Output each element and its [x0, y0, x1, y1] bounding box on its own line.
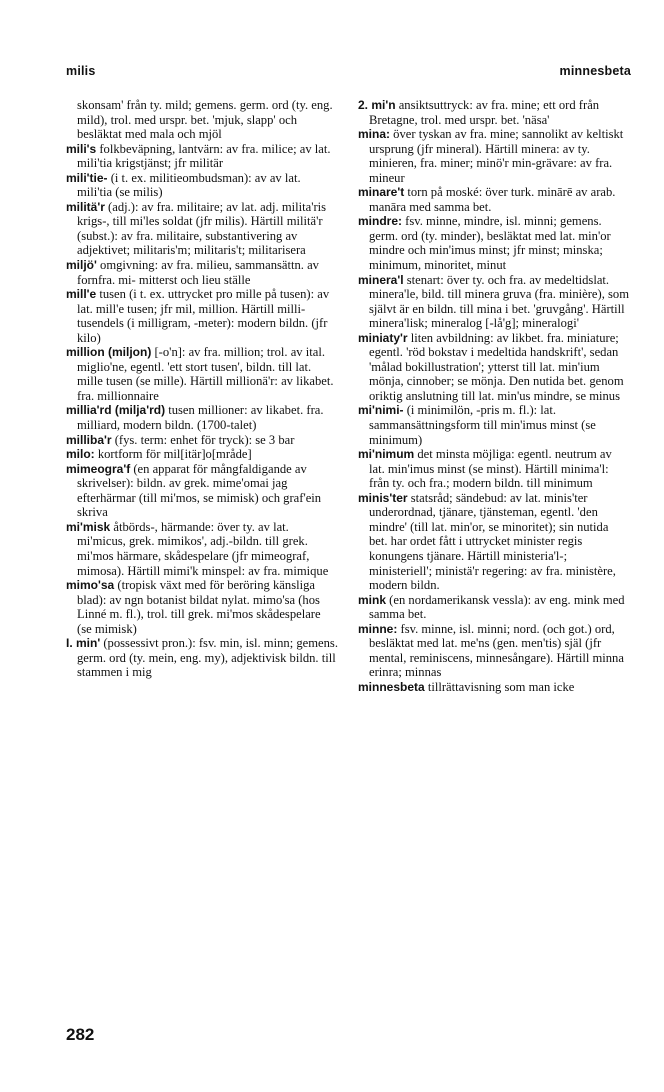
entry-headword: minis'ter	[358, 490, 408, 505]
entry-headword: mimeogra'f	[66, 461, 131, 476]
dictionary-entry	[358, 273, 630, 331]
entry-text: omgivning: av fra. milieu, sammansättn. av fornfra. mi- mitterst och lieu ställe	[77, 258, 319, 287]
left-column	[66, 98, 338, 680]
dictionary-entry	[358, 214, 630, 272]
entry-text: liten avbildning: av likbet. fra. miniature; egentl. 'röd bokstav i medeltida handskrift', sedan 'målad bokillustration'; ytterst till lat. min'ium mönja, cinnober; se mönja. Den nutida bet. genom oriktig anslutning till lat. min'us mindre, se minus	[369, 330, 624, 403]
dictionary-entry	[66, 403, 338, 432]
entry-text: (i t. ex. militieombudsman): av av lat. mili'tia (se milis)	[77, 170, 301, 200]
entry-text: kortform för mil[itär]o[mråde]	[97, 447, 252, 462]
dictionary-entry	[358, 622, 630, 680]
entry-text: folkbeväpning, lantvärn: av fra. milice; av lat. mili'tia krigstjänst; jfr militär	[77, 141, 331, 171]
entry-headword: mimo'sa	[66, 578, 115, 593]
running-head-right: minnesbeta	[559, 64, 631, 78]
dictionary-entry	[358, 680, 630, 695]
entry-headword: milo:	[66, 447, 95, 462]
entry-text: åtbörds-, härmande: över ty. av lat. mi'micus, grek. mimikos', adj.-bildn. till grek. mi'mos härmare, skådespelare (jfr mimeograf, mimosa). Härtill mimi'k minspel: av fra. mimique	[77, 519, 329, 578]
entry-headword: militä'r	[66, 199, 105, 214]
dictionary-entry	[66, 578, 338, 636]
dictionary-entry	[66, 345, 338, 403]
entry-headword: mindre:	[358, 214, 403, 229]
right-column	[358, 98, 630, 694]
entry-text: statsråd; sändebud: av lat. minis'ter underordnad, tjänare, tjänsteman, egentl. 'den mindre' (till lat. min'or, se minoritet); sin nutida bet. har ordet fått i uttrycket minister regis konungens tjänare. Härtill ministeria'l-; ministeriell'; ministä'r regering: av fra. ministère, modern bildn.	[369, 490, 616, 593]
entry-text: över tyskan av fra. mine; sannolikt av keltiskt ursprung (jfr mineral). Härtill minera: av ty. minieren, fra. miner; minö'r min-grävare: av fra. mineur	[369, 127, 624, 185]
running-head-left: milis	[66, 64, 96, 78]
entry-text: (adj.): av fra. militaire; av lat. adj. milita'ris krigs-, till mi'les soldat (jfr milis). Härtill militä'r (subst.): av fra. militaire, substantivering av adjektivet; militaris'm; militaris't; militarisera	[77, 199, 327, 258]
entry-headword: miljö'	[66, 258, 97, 273]
entry-text: tusen (i t. ex. uttrycket pro mille på tusen): av lat. mill'e tusen; jfr mil, million. Härtill milli- tusendels (i milligram, -meter): modern bildn. (jfr kilo)	[77, 287, 330, 345]
dictionary-entry	[358, 403, 630, 447]
entry-headword: mi'nimum	[358, 447, 415, 462]
entry-text: (en nordamerikansk vessla): av eng. mink med samma bet.	[369, 592, 625, 622]
dictionary-entry	[66, 433, 338, 448]
entry-headword: mink	[358, 592, 387, 607]
entry-headword: mi'misk	[66, 519, 111, 534]
entry-text: (possessivt pron.): fsv. min, isl. minn; gemens. germ. ord (ty. mein, eng. my), adjektivisk bildn. till stammen i mig	[77, 636, 338, 680]
entry-text: (fys. term: enhet för tryck): se 3 bar	[114, 432, 295, 447]
dictionary-entry	[358, 127, 630, 185]
dictionary-entry	[66, 171, 338, 200]
dictionary-entry	[66, 447, 338, 462]
entry-headword: minnesbeta	[358, 679, 425, 694]
entry-headword: mili'tie-	[66, 170, 108, 185]
dictionary-entry	[66, 462, 338, 520]
entry-text: fsv. minne, mindre, isl. minni; gemens. germ. ord (ty. minder), besläktat med lat. min'or mindre och min'imus minst; jfr minst; minska; minimum, minoritet, minut	[369, 214, 611, 273]
dictionary-entry	[66, 200, 338, 258]
entry-headword: mina:	[358, 127, 391, 142]
entry-headword: 2. mi'n	[358, 98, 396, 112]
entry-text: tillrättavisning som man icke	[427, 679, 575, 694]
dictionary-entry	[358, 185, 630, 214]
dictionary-entry	[66, 98, 338, 142]
entry-headword: mili's	[66, 141, 97, 156]
entry-headword: minera'l	[358, 272, 404, 287]
entry-text: ansiktsuttryck: av fra. mine; ett ord från Bretagne, trol. med urspr. bet. 'näsa'	[369, 98, 600, 127]
entry-headword: millia'rd (milja'rd)	[66, 403, 166, 418]
entry-text: fsv. minne, isl. minni; nord. (och got.) ord, besläktat med lat. me'ns (gen. men'tis) själ (jfr mental, reminiscens, minnesångare). Härtill minna erinra; minnas	[369, 621, 624, 680]
entry-headword: mi'nimi-	[358, 403, 404, 418]
dictionary-entry	[358, 491, 630, 593]
entry-text: det minsta möjliga: egentl. neutrum av lat. min'imus minst (se minst). Härtill minima'l: från ty. och fra.; modern bildn. till minimum	[369, 447, 612, 491]
entry-headword: milliba'r	[66, 432, 112, 447]
entry-text: torn på moské: över turk. minārē av arab. manāra med samma bet.	[369, 185, 616, 214]
dictionary-entry	[358, 98, 630, 127]
dictionary-entry	[66, 258, 338, 287]
entry-headword: minare't	[358, 185, 405, 200]
dictionary-entry	[358, 447, 630, 491]
entry-text: (en apparat för mångfaldigande av skrivelser): bildn. av grek. mime'omai jag efterhärmar (till mi'mos, se mimisk) och graf'ein skriva	[77, 461, 322, 520]
entry-headword: mill'e	[66, 287, 97, 302]
page-number: 282	[66, 1025, 95, 1044]
dictionary-entry	[358, 593, 630, 622]
dictionary-entry	[66, 520, 338, 578]
dictionary-entry	[66, 142, 338, 171]
entry-headword: miniaty'r	[358, 330, 408, 345]
entry-text: stenart: över ty. och fra. av medeltidslat. minera'le, bild. till minera gruva (fra. minière), som självt är en bildn. till mina i bet. 'gruvgång'. Härtill minera'lisk; mineralog [-lå'g]; mineralogi'	[369, 272, 630, 331]
entry-headword: minne:	[358, 621, 398, 636]
entry-headword: I. min'	[66, 636, 101, 651]
dictionary-entry	[66, 287, 338, 345]
entry-text: skonsam' från ty. mild; gemens. germ. ord (ty. eng. mild), trol. med urspr. bet. 'mjuk, slapp' och besläktat med mala och mjöl	[77, 98, 333, 142]
entry-headword: million (miljon)	[66, 345, 152, 360]
entry-text: [-o'n]: av fra. million; trol. av ital. miglio'ne, egentl. 'ett stort tusen', bildn. till lat. mille tusen (se mille). Härtill millionä'r: av likabet. fra. millionnaire	[77, 345, 334, 403]
entry-text: (tropisk växt med för beröring känsliga blad): av ngn botanist bildat nylat. mimo'sa (hos Linné m. fl.), trol. till grek. mi'mos skådespelare (se mimisk)	[77, 578, 321, 636]
entry-text: tusen millioner: av likabet. fra. milliard, modern bildn. (1700-talet)	[77, 403, 324, 433]
entry-text: (i minimilön, -pris m. fl.): lat. sammansättningsform till min'imus minst (se minimum)	[369, 403, 596, 447]
dictionary-entry	[358, 331, 630, 404]
dictionary-entry	[66, 636, 338, 680]
